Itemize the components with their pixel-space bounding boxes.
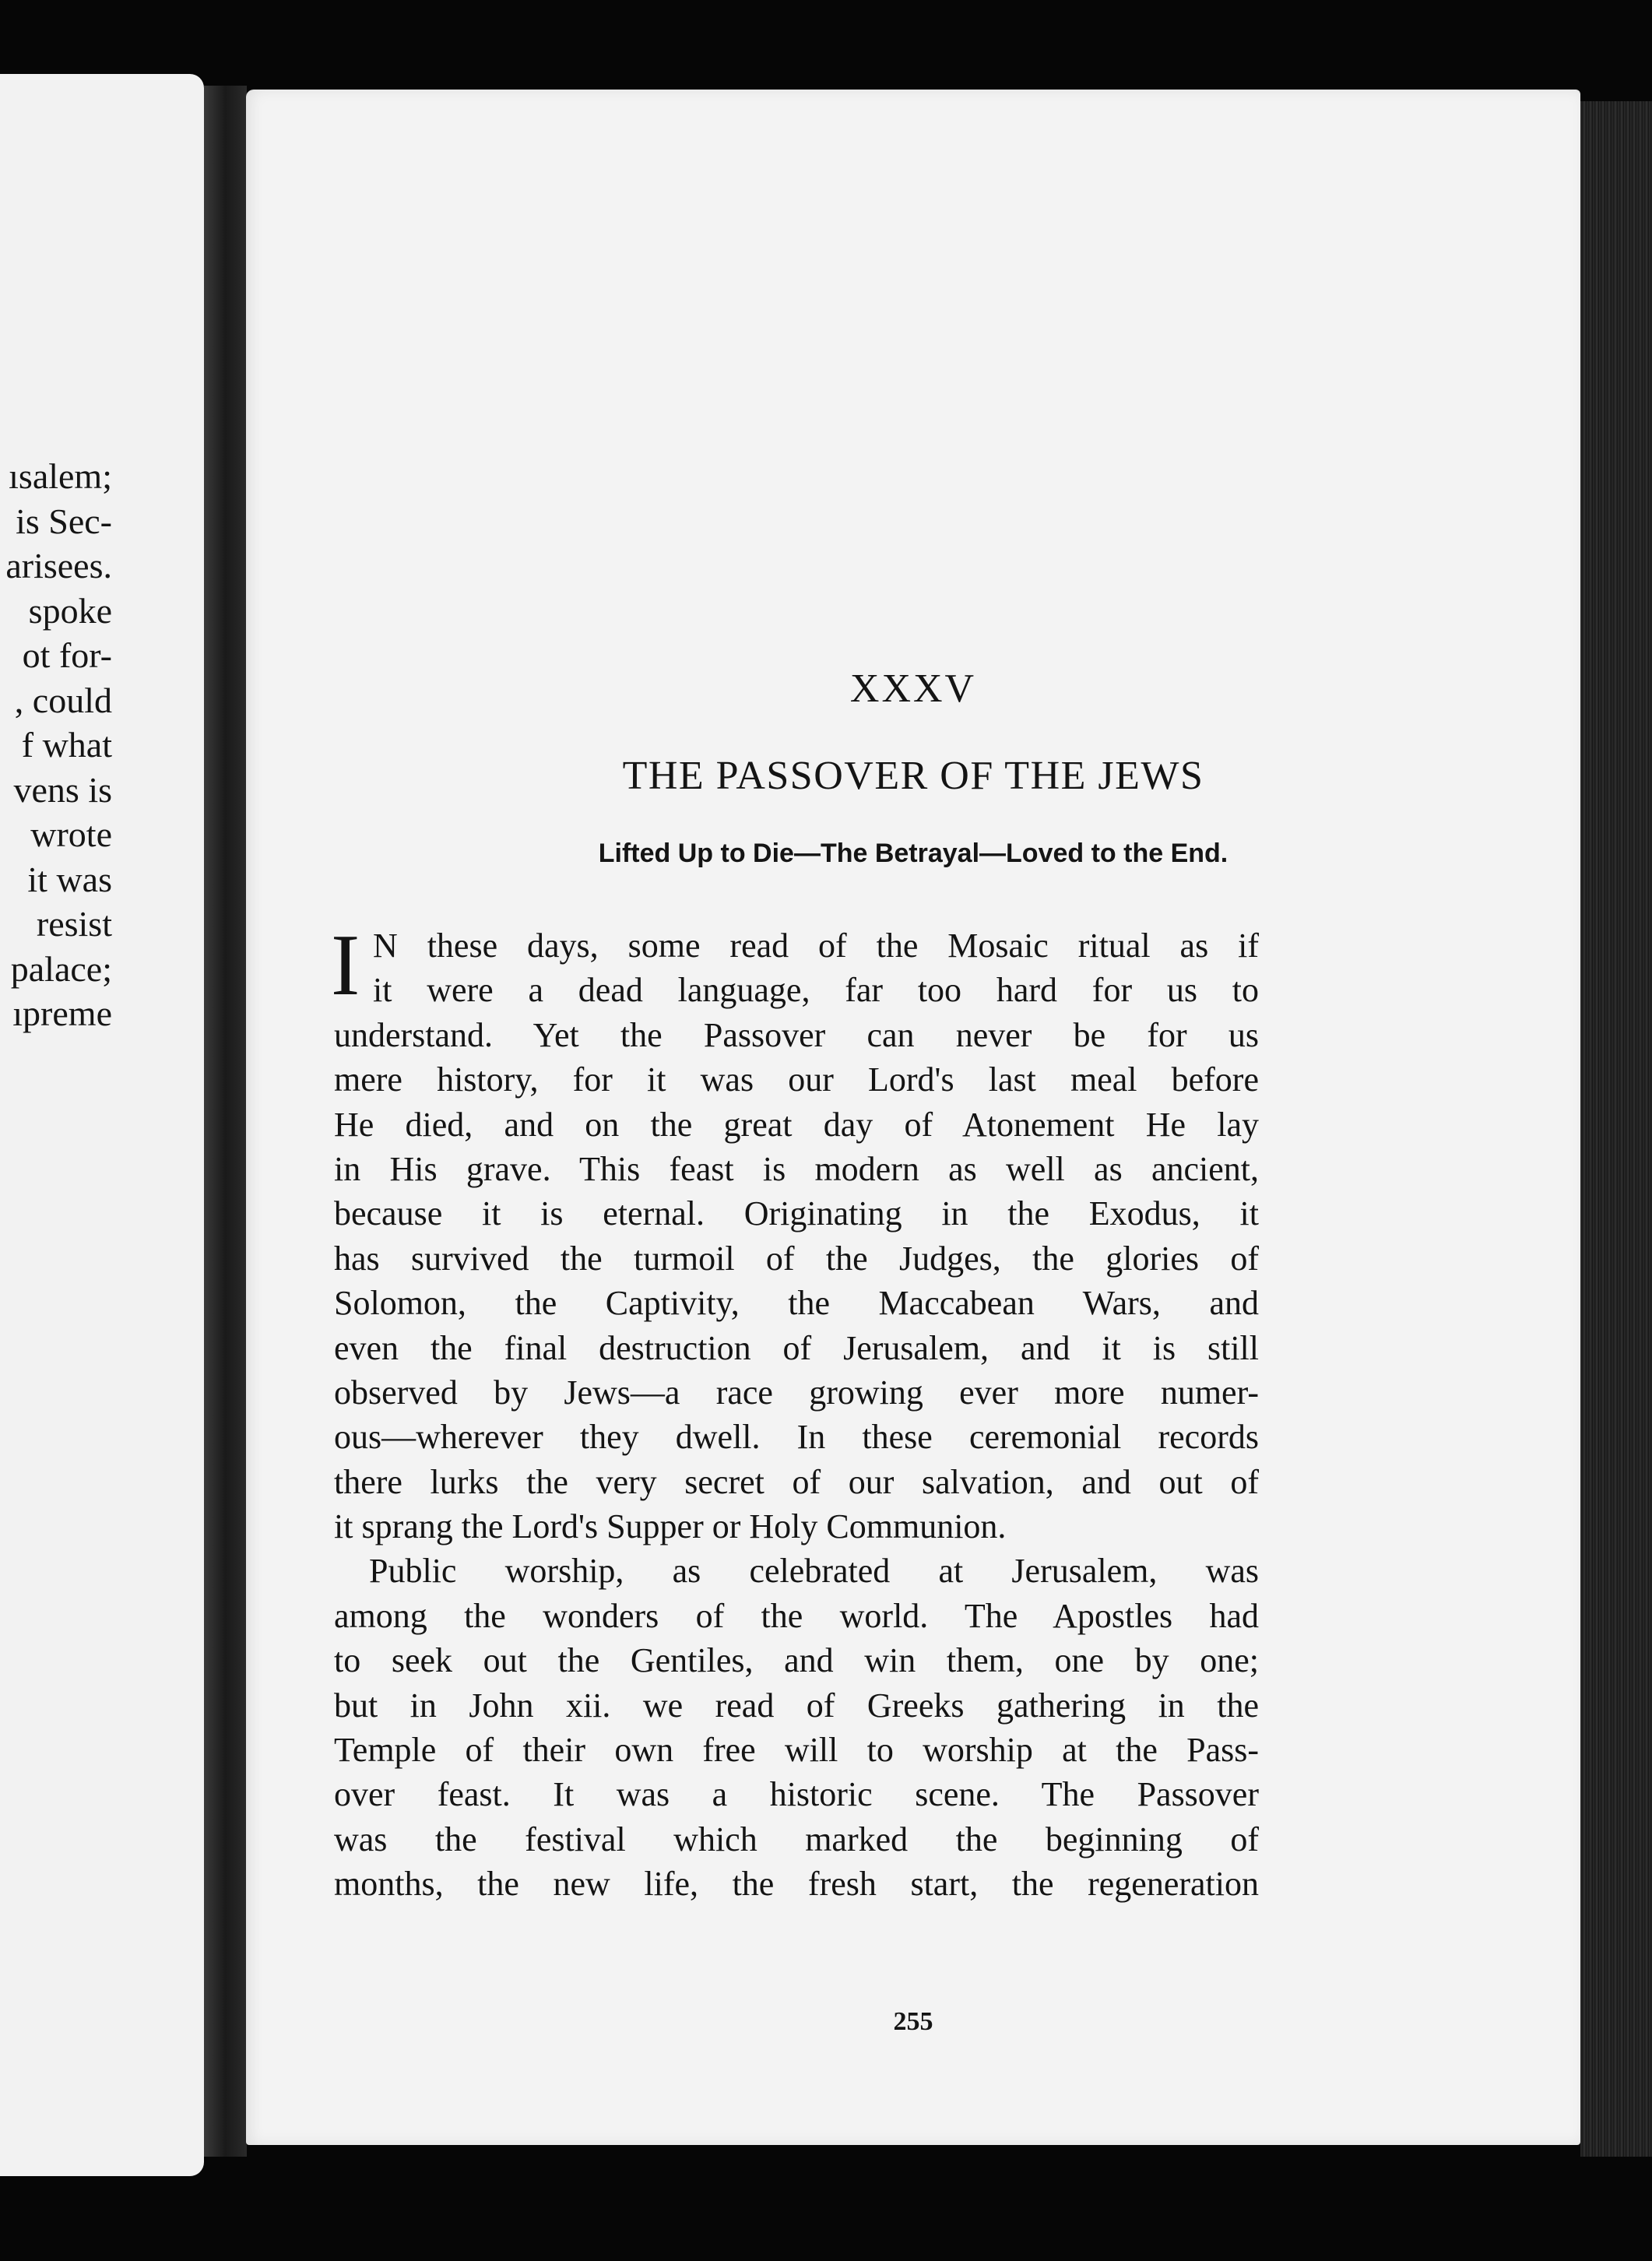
previous-page-line: resist <box>36 904 112 944</box>
previous-page-line: ot for- <box>22 635 112 675</box>
body-line: even the final destruction of Jerusalem, and it is still <box>334 1328 1259 1367</box>
page-number: 255 <box>893 2007 933 2036</box>
previous-page-line: f what <box>21 725 112 765</box>
previous-page-line: ıpreme <box>12 993 112 1033</box>
body-line: has survived the turmoil of the Judges, the glories of <box>334 1239 1259 1278</box>
chapter-title: THE PASSOVER OF THE JEWS <box>622 754 1204 798</box>
body-line: Solomon, the Captivity, the Maccabean Wars, and <box>334 1284 1259 1323</box>
previous-page-line: ısalem; <box>9 456 112 496</box>
body-line: Public worship, as celebrated at Jerusalem, was <box>369 1552 1259 1591</box>
book-fore-edge <box>1580 101 1652 2157</box>
body-line: among the wonders of the world. The Apostles had <box>334 1596 1259 1635</box>
previous-page-line: is Sec- <box>16 501 112 541</box>
previous-page-line: vens is <box>13 769 112 810</box>
body-line: in His grave. This feast is modern as well as ancient, <box>334 1149 1259 1188</box>
chapter-number: XXXV <box>849 666 977 711</box>
previous-page-text <box>5 454 112 1036</box>
body-line: mere history, for it was our Lord's last meal before <box>334 1060 1259 1099</box>
body-line: ous—wherever they dwell. In these ceremonial records <box>334 1418 1259 1457</box>
body-line: was the festival which marked the beginning of <box>334 1820 1259 1858</box>
previous-page-line: it was <box>27 859 112 899</box>
body-line: it were a dead language, far too hard for us to <box>373 971 1259 1010</box>
previous-page-line: , could <box>14 680 112 720</box>
current-page <box>246 90 1580 2145</box>
previous-page-line: arisees. <box>5 546 112 585</box>
body-line: but in John xii. we read of Greeks gathering in the <box>334 1686 1259 1725</box>
previous-page-line: spoke <box>28 590 112 631</box>
body-line: months, the new life, the fresh start, the regeneration <box>334 1865 1259 1904</box>
chapter-subtitle: Lifted Up to Die—The Betrayal—Loved to the End. <box>598 839 1228 868</box>
chapter-body <box>331 917 1259 1907</box>
body-line: there lurks the very secret of our salvation, and out of <box>334 1462 1259 1501</box>
body-line: it sprang the Lord's Supper or Holy Communion. <box>334 1507 1007 1546</box>
previous-page-line: palace; <box>10 948 112 989</box>
body-line: because it is eternal. Originating in the Exodus, it <box>334 1194 1259 1233</box>
previous-page <box>0 74 204 2176</box>
body-line: N these days, some read of the Mosaic ritual as if <box>373 927 1259 965</box>
body-line: observed by Jews—a race growing ever more numer- <box>334 1373 1259 1412</box>
book-gutter <box>204 86 247 2157</box>
body-line: over feast. It was a historic scene. The Passover <box>334 1775 1259 1814</box>
body-line: to seek out the Gentiles, and win them, one by one; <box>334 1641 1259 1680</box>
body-line: Temple of their own free will to worship at the Pass- <box>334 1731 1259 1770</box>
body-line: He died, and on the great day of Atonement He lay <box>334 1105 1259 1144</box>
previous-page-line: wrote <box>30 814 112 854</box>
body-line: understand. Yet the Passover can never be for us <box>334 1015 1259 1054</box>
drop-cap: I <box>331 917 360 1014</box>
